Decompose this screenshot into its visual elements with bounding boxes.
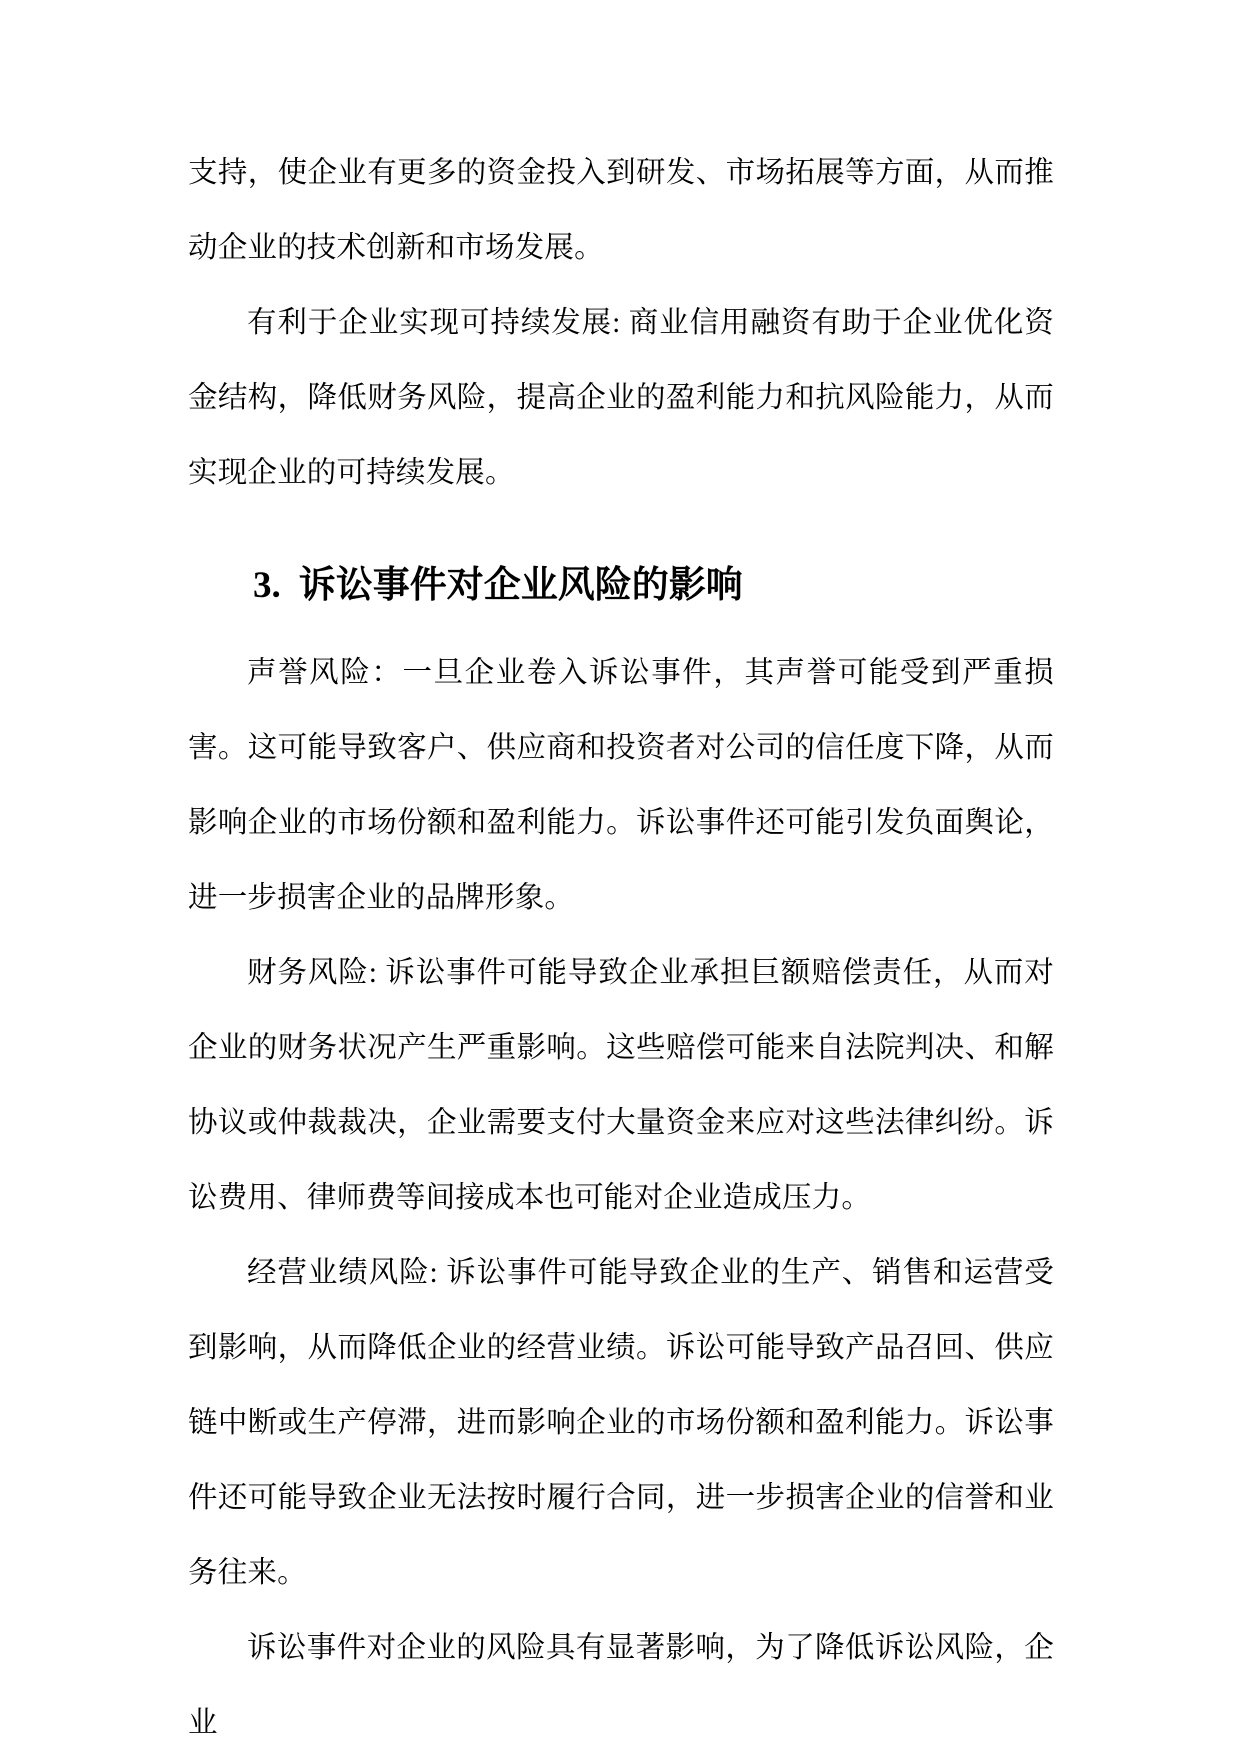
paragraph-conclusion: 诉讼事件对企业的风险具有显著影响，为了降低诉讼风险，企业 xyxy=(188,1632,1054,1739)
section-title: 诉讼事件对企业风险的影响 xyxy=(298,565,743,606)
section-heading xyxy=(188,548,1054,623)
paragraph-sustainable-development: 有利于企业实现可持续发展: 商业信用融资有助于企业优化资金结构，降低财务风险，提高企业的盈利能力和抗风险能力，从而实现企业的可持续发展。 xyxy=(188,307,1054,489)
paragraph-reputation-risk: 声誉风险：一旦企业卷入诉讼事件，其声誉可能受到严重损害。这可能导致客户、供应商和投资者对公司的信任度下降，从而影响企业的市场份额和盈利能力。诉讼事件还可能引发负面舆论，进一步损害企业的品牌形象。 xyxy=(188,657,1054,914)
paragraph-financial-risk: 财务风险: 诉讼事件可能导致企业承担巨额赔偿责任，从而对企业的财务状况产生严重影响。这些赔偿可能来自法院判决、和解协议或仲裁裁决，企业需要支付大量资金来应对这些法律纠纷。诉讼费用、律师费等间接成本也可能对企业造成压力。 xyxy=(188,957,1054,1214)
document-content xyxy=(188,136,1054,1754)
paragraph-continuation: 支持，使企业有更多的资金投入到研发、市场拓展等方面，从而推动企业的技术创新和市场发展。 xyxy=(188,157,1054,264)
section-number: 3. xyxy=(253,565,281,606)
paragraph-operating-performance-risk: 经营业绩风险: 诉讼事件可能导致企业的生产、销售和运营受到影响，从而降低企业的经营业绩。诉讼可能导致产品召回、供应链中断或生产停滞，进而影响企业的市场份额和盈利能力。诉讼事件还可能导致企业无法按时履行合同，进一步损害企业的信誉和业务往来。 xyxy=(188,1257,1054,1589)
